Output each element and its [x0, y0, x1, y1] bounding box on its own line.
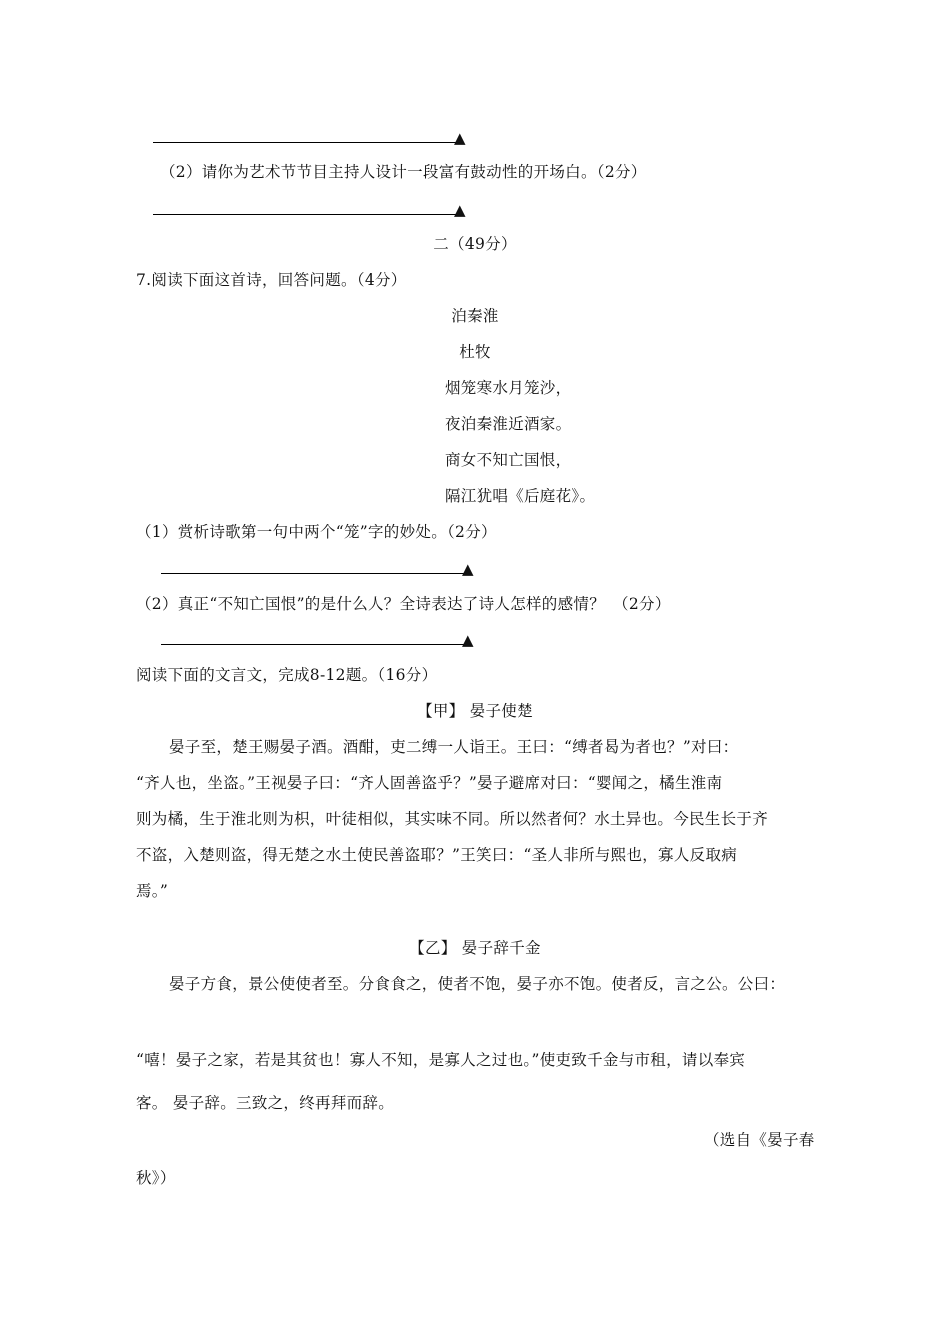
question-7-2: （2）真正“不知亡国恨”的是什么人？全诗表达了诗人怎样的感情？ （2分）: [136, 595, 671, 613]
passage-b-line: 客。 晏子辞。三致之，终再拜而辞。: [136, 1094, 395, 1112]
triangle-icon: ▲: [454, 129, 466, 147]
triangle-icon: ▲: [462, 560, 474, 578]
answer-line[interactable]: [161, 558, 481, 578]
poem-line: 夜泊秦淮近酒家。: [445, 415, 572, 433]
answer-line[interactable]: [153, 127, 473, 147]
poem-line: 烟笼寒水月笼沙，: [445, 379, 572, 397]
passage-b-line: “嘻！晏子之家，若是其贫也！寡人不知，是寡人之过也。”使吏致千金与市租，请以奉宾: [136, 1051, 746, 1069]
passage-a-title: 【甲】 晏子使楚: [417, 702, 533, 720]
passage-a-line: 焉。”: [136, 882, 169, 900]
passage-a-line: “齐人也，坐盗。”王视晏子曰：“齐人固善盗乎？”晏子避席对曰：“婴闻之，橘生淮南: [136, 774, 723, 792]
answer-line[interactable]: [153, 199, 473, 219]
question-7-title: 7.阅读下面这首诗，回答问题。（4分）: [136, 271, 407, 289]
passage-b-line: 晏子方食，景公使使者至。分食食之，使者不饱，晏子亦不饱。使者反，言之公。公曰：: [169, 975, 786, 993]
section-title: 二（49分）: [433, 235, 517, 253]
answer-line[interactable]: [161, 629, 481, 649]
answer-underline: [153, 142, 456, 143]
passage-a-line: 则为橘，生于淮北则为枳，叶徒相似，其实味不同。所以然者何？水土异也。今民生长于齐: [136, 810, 769, 828]
passage-a-line: 不盗，入楚则盗，得无楚之水土使民善盗耶？”王笑曰：“圣人非所与熙也，寡人反取病: [136, 846, 738, 864]
triangle-icon: ▲: [454, 201, 466, 219]
poem-line: 商女不知亡国恨，: [445, 451, 572, 469]
answer-underline: [161, 644, 464, 645]
passage-b-title: 【乙】 晏子辞千金: [409, 939, 541, 957]
poem-author: 杜牧: [459, 343, 491, 361]
classical-intro: 阅读下面的文言文，完成8-12题。（16分）: [136, 666, 438, 684]
source-note: 秋》）: [136, 1169, 176, 1187]
passage-a-line: 晏子至，楚王赐晏子酒。酒酣，吏二缚一人诣王。王曰：“缚者曷为者也？”对曰：: [169, 738, 739, 756]
source-note: （选自《晏子春: [704, 1131, 815, 1149]
question-6-2: （2）请你为艺术节节目主持人设计一段富有鼓动性的开场白。（2分）: [160, 163, 647, 181]
poem-title: 泊秦淮: [451, 307, 499, 325]
question-7-1: （1）赏析诗歌第一句中两个“笼”字的妙处。（2分）: [136, 523, 497, 541]
answer-underline: [161, 573, 464, 574]
answer-underline: [153, 214, 456, 215]
triangle-icon: ▲: [462, 631, 474, 649]
poem-line: 隔江犹唱《后庭花》。: [445, 487, 596, 505]
